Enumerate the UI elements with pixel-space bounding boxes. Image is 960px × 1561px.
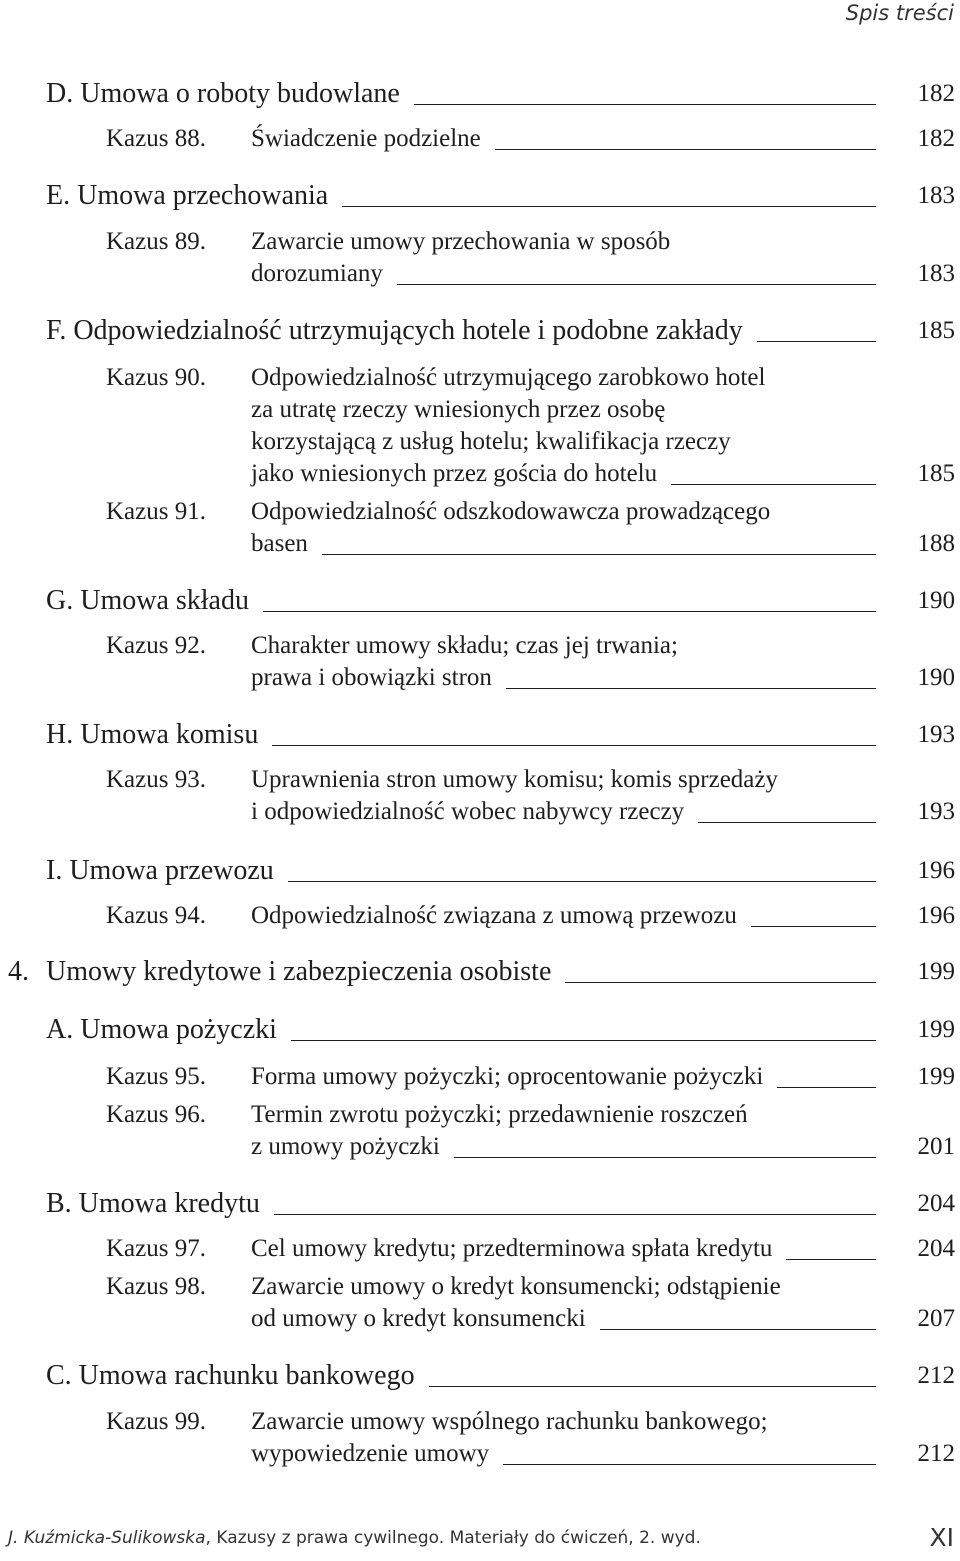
toc-entry-title-line: korzystającą z usług hotelu; kwalifikacja rzeczy	[251, 428, 731, 455]
toc-page-number: 193	[917, 798, 955, 825]
toc-entry-title: H. Umowa komisu	[46, 719, 259, 750]
leader-rule	[397, 284, 876, 285]
leader-rule	[342, 206, 876, 207]
toc-page-number: 183	[917, 182, 955, 209]
leader-rule	[291, 1040, 876, 1041]
toc-entry-title	[251, 226, 670, 290]
toc-entry-number: Kazus 92.	[106, 632, 206, 659]
toc-section-entry	[0, 180, 960, 212]
toc-entry-title	[251, 1271, 781, 1335]
footer-author: J. Kuźmicka-Sulikowska	[8, 1528, 206, 1548]
toc-section-entry	[0, 1360, 960, 1392]
leader-rule	[600, 1329, 876, 1330]
toc-entry-number: Kazus 91.	[106, 498, 206, 525]
toc-case-entry	[0, 630, 960, 694]
toc-entry-title-line: Świadczenie podzielne	[251, 125, 481, 152]
leader-rule	[786, 1259, 876, 1260]
toc-section-entry	[0, 1188, 960, 1220]
toc-page-number: 212	[917, 1440, 955, 1467]
toc-section-entry	[0, 719, 960, 751]
toc-case-entry	[0, 226, 960, 290]
toc-entry-number: Kazus 96.	[106, 1101, 206, 1128]
toc-case-entry	[0, 1233, 960, 1265]
toc-page-number: 212	[917, 1362, 955, 1389]
toc-entry-title-line: i odpowiedzialność wobec nabywcy rzeczy	[251, 798, 685, 825]
toc-entry-title: B. Umowa kredytu	[46, 1188, 260, 1219]
toc-entry-title-line: Uprawnienia stron umowy komisu; komis sprzedaży	[251, 766, 778, 793]
toc-entry-title-line: Cel umowy kredytu; przedterminowa spłata kredytu	[251, 1235, 773, 1262]
page-folio: XI	[929, 1523, 954, 1552]
toc-entry-title-line: z umowy pożyczki	[251, 1133, 440, 1160]
toc-page-number: 201	[917, 1133, 955, 1160]
toc-entry-number: Kazus 98.	[106, 1273, 206, 1300]
toc-entry-title: Umowy kredytowe i zabezpieczenia osobiste	[46, 956, 552, 987]
toc-case-entry	[0, 1061, 960, 1093]
toc-page-number: 199	[917, 1063, 955, 1090]
toc-page-number: 185	[917, 460, 955, 487]
toc-entry-title: C. Umowa rachunku bankowego	[46, 1360, 415, 1391]
running-head: Spis treści	[845, 1, 954, 25]
toc-entry-title-line: wypowiedzenie umowy	[251, 1440, 490, 1467]
toc-entry-title-line: Odpowiedzialność odszkodowawcza prowadzącego	[251, 498, 771, 525]
toc-entry-title	[251, 1406, 768, 1470]
toc-page-number: 204	[917, 1235, 955, 1262]
toc-entry-number: Kazus 99.	[106, 1408, 206, 1435]
toc-page-number: 183	[917, 260, 955, 287]
toc-entry-title	[251, 764, 778, 828]
toc-page-number: 182	[917, 80, 955, 107]
toc-entry-number: Kazus 94.	[106, 902, 206, 929]
toc-entry-number: Kazus 97.	[106, 1235, 206, 1262]
toc-entry-number: Kazus 93.	[106, 766, 206, 793]
toc-entry-title	[251, 1061, 763, 1093]
toc-entry-title-line: basen	[251, 530, 308, 557]
toc-entry-title	[251, 630, 678, 694]
toc-entry-title	[251, 900, 737, 932]
toc-page-number: 207	[917, 1305, 955, 1332]
toc-entry-title: G. Umowa składu	[46, 585, 249, 616]
toc-entry-title-line: dorozumiany	[251, 260, 383, 287]
toc-entry-title	[251, 362, 765, 490]
toc-page-number: 196	[917, 902, 955, 929]
leader-rule	[495, 149, 876, 150]
toc-page-number: 190	[917, 664, 955, 691]
toc-entry-title: I. Umowa przewozu	[46, 855, 274, 886]
leader-rule	[414, 104, 876, 105]
toc-entry-title-line: Charakter umowy składu; czas jej trwania;	[251, 632, 678, 659]
toc-page-number: 193	[917, 721, 955, 748]
leader-rule	[429, 1386, 876, 1387]
toc-page-number: 199	[917, 958, 955, 985]
toc-entry-title: F. Odpowiedzialność utrzymujących hotele i podobne zakłady	[46, 315, 743, 346]
leader-rule	[263, 611, 876, 612]
toc-page-number: 188	[917, 530, 955, 557]
toc-entry-title	[251, 496, 770, 560]
leader-rule	[757, 341, 876, 342]
toc-case-entry	[0, 900, 960, 932]
leader-rule	[751, 926, 876, 927]
toc-page-number: 185	[917, 317, 955, 344]
toc-page-number: 190	[917, 587, 955, 614]
footer-title: , Kazusy z prawa cywilnego. Materiały do ćwiczeń, 2. wyd.	[205, 1528, 701, 1548]
toc-case-entry	[0, 1099, 960, 1163]
toc-section-entry	[0, 1014, 960, 1046]
toc-entry-title-line: od umowy o kredyt konsumencki	[251, 1305, 586, 1332]
toc-entry-title-line: Odpowiedzialność utrzymującego zarobkowo hotel	[251, 364, 766, 391]
toc-entry-title-line: Forma umowy pożyczki; oprocentowanie pożyczki	[251, 1063, 764, 1090]
leader-rule	[777, 1087, 876, 1088]
leader-rule	[454, 1157, 876, 1158]
toc-entry-title-line: Zawarcie umowy przechowania w sposób	[251, 228, 671, 255]
toc-entry-title	[251, 1233, 772, 1265]
toc-entry-title-line: za utratę rzeczy wniesionych przez osobę	[251, 396, 666, 423]
toc-case-entry	[0, 496, 960, 560]
toc-entry-title	[251, 1099, 748, 1163]
toc-entry-number: Kazus 95.	[106, 1063, 206, 1090]
toc-entry-title-line: Termin zwrotu pożyczki; przedawnienie roszczeń	[251, 1101, 748, 1128]
toc-section-entry	[0, 315, 960, 347]
toc-entry-title: E. Umowa przechowania	[46, 180, 329, 211]
toc-section-entry	[0, 78, 960, 110]
leader-rule	[506, 688, 876, 689]
toc-page-number: 204	[917, 1190, 955, 1217]
toc-case-entry	[0, 1271, 960, 1335]
toc-entry-title-line: prawa i obowiązki stron	[251, 664, 492, 691]
toc-page-number: 199	[917, 1016, 955, 1043]
toc-entry-title-line: Zawarcie umowy wspólnego rachunku bankowego;	[251, 1408, 768, 1435]
toc-page-number: 196	[917, 857, 955, 884]
toc-entry-number: 4.	[8, 956, 29, 987]
toc-case-entry	[0, 123, 960, 155]
toc-entry-number: Kazus 89.	[106, 228, 206, 255]
leader-rule	[698, 822, 876, 823]
leader-rule	[272, 745, 876, 746]
leader-rule	[565, 982, 876, 983]
toc-entry-title: D. Umowa o roboty budowlane	[46, 78, 400, 109]
toc-entry-title-line: Zawarcie umowy o kredyt konsumencki; odstąpienie	[251, 1273, 781, 1300]
toc-section-entry	[0, 855, 960, 887]
leader-rule	[274, 1214, 876, 1215]
toc-entry-title-line: Odpowiedzialność związana z umową przewozu	[251, 902, 737, 929]
leader-rule	[322, 554, 876, 555]
leader-rule	[503, 1464, 876, 1465]
toc-section-entry	[0, 585, 960, 617]
toc-entry-title: A. Umowa pożyczki	[46, 1014, 277, 1045]
toc-entry-title-line: jako wniesionych przez gościa do hotelu	[251, 460, 658, 487]
footer-citation	[8, 1528, 701, 1548]
toc-chapter-entry	[0, 956, 960, 988]
leader-rule	[671, 484, 876, 485]
leader-rule	[288, 881, 876, 882]
toc-entry-number: Kazus 88.	[106, 125, 206, 152]
toc-entry-title	[251, 123, 481, 155]
toc-case-entry	[0, 362, 960, 490]
toc-page-number: 182	[917, 125, 955, 152]
toc-case-entry	[0, 1406, 960, 1470]
toc-case-entry	[0, 764, 960, 828]
toc-entry-number: Kazus 90.	[106, 364, 206, 391]
